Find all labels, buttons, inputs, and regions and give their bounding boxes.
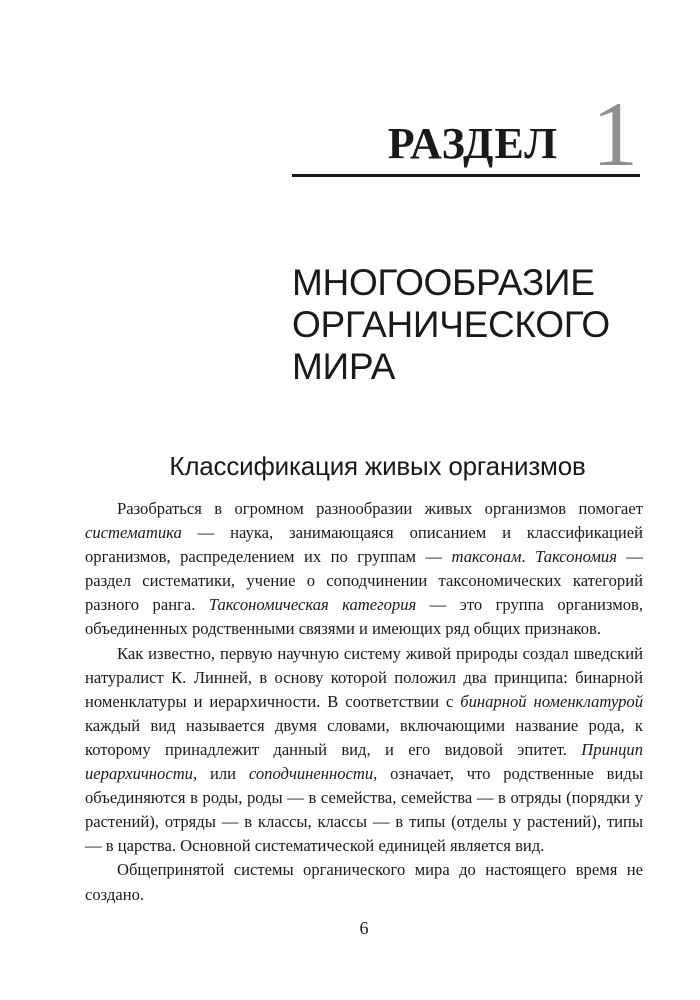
text-run: — наука, занимающаяся описанием и классификацией организмов, распределением их по группам —: [85, 523, 643, 567]
text-run: Разобраться в огромном разнообразии живых организмов помогает: [117, 499, 643, 518]
paragraph: [85, 642, 643, 859]
text-run: — это группа организмов, объединенных родственными связями и имеющих ряд общих признаков.: [85, 595, 643, 639]
part-title: [292, 262, 610, 388]
italic-term: Таксономическая категория: [208, 595, 417, 615]
text-run: Как известно, первую научную систему живой природы создал шведский натуралист К. Линней, в основу которой положил два принципа: бинарной номенклатуры и иерархичности. В соответствии с: [85, 643, 643, 711]
section-header: [292, 83, 640, 185]
text-run: , или: [192, 764, 249, 784]
part-title-line: МНОГООБРАЗИЕ: [292, 262, 595, 303]
paragraph: [85, 497, 643, 642]
chapter-title: Классификация живых организмов: [169, 451, 586, 481]
italic-term: Таксономия: [535, 547, 617, 567]
part-title-line: МИРА: [292, 346, 396, 387]
italic-term: соподчиненности: [248, 764, 374, 784]
text-run: каждый вид называется двумя словами, включающими название рода, к которому принадлежит данный вид, и его видовой эпитет.: [85, 715, 643, 759]
italic-term: бинарной номенклатурой: [460, 691, 643, 711]
text-run: — раздел систематики, учение о соподчинении таксономических категорий разного ранга.: [85, 547, 644, 615]
section-label: РАЗДЕЛ: [387, 119, 558, 168]
page-number: 6: [359, 918, 369, 938]
section-number: 1: [592, 83, 638, 185]
italic-term: Принцип иерархичности: [85, 739, 643, 784]
body-text: [85, 497, 643, 907]
text-run: , означает, что родственные виды объединяются в роды, роды — в семейства, семейства — в отряды (порядки у растений), отряды — в классы, классы — в типы (отделы у растений), типы — в царства. Основной систематической единицей является вид.: [85, 764, 643, 856]
text-run: Общепринятой системы органического мира до настоящего время не создано.: [85, 860, 643, 904]
italic-term: таксонам: [451, 547, 522, 567]
text-run: .: [521, 547, 536, 567]
italic-term: систематика: [85, 523, 182, 543]
part-title-line: ОРГАНИЧЕСКОГО: [292, 304, 610, 345]
paragraph: [85, 858, 643, 906]
